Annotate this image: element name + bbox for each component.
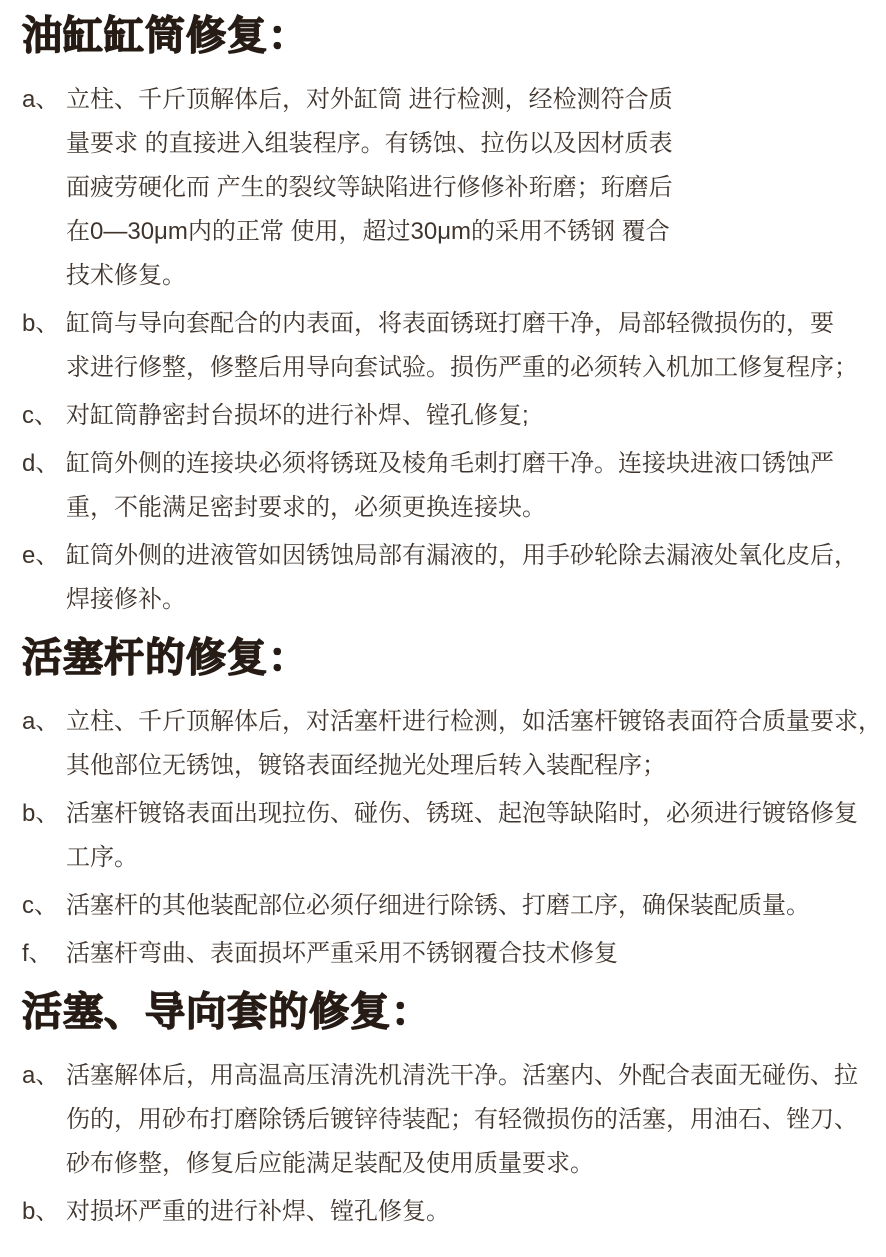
text-line: 重，不能满足密封要求的，必须更换连接块。	[66, 494, 546, 521]
text-line: 缸筒与导向套配合的内表面，将表面锈斑打磨干净，局部轻微损伤的，要	[66, 310, 834, 337]
item-text	[66, 78, 886, 298]
item-label: c、	[22, 892, 58, 919]
text-line: 工序。	[66, 844, 138, 871]
item-text	[66, 534, 886, 622]
section	[22, 988, 886, 1234]
section-heading: 活塞杆的修复：	[22, 636, 309, 680]
text-line: 焊接修补。	[66, 586, 186, 613]
item-label: b、	[22, 800, 60, 827]
list-item	[22, 442, 886, 530]
item-label: c、	[22, 402, 58, 429]
section-heading: 活塞、导向套的修复：	[22, 990, 432, 1034]
text-line: 立柱、千斤顶解体后，对活塞杆进行检测，如活塞杆镀铬表面符合质量要求，	[66, 708, 882, 735]
text-line: 求进行修整，修整后用导向套试验。损伤严重的必须转入机加工修复程序；	[66, 354, 858, 381]
item-label: a、	[22, 86, 60, 113]
item-text	[66, 394, 886, 438]
item-text	[66, 884, 886, 928]
text-line: 活塞杆弯曲、表面损坏严重采用不锈钢覆合技术修复	[66, 940, 618, 967]
item-text	[66, 700, 886, 788]
list-item	[22, 1054, 886, 1186]
text-line: 面疲劳硬化而 产生的裂纹等缺陷进行修修补珩磨；珩磨后	[66, 174, 673, 201]
item-text	[66, 1190, 886, 1234]
text-line: 在0—30μm内的正常 使用，超过30μm的采用不锈钢 覆合	[66, 218, 670, 245]
item-label: a、	[22, 1062, 60, 1089]
list-item	[22, 534, 886, 622]
text-line: 活塞杆的其他装配部位必须仔细进行除锈、打磨工序，确保装配质量。	[66, 892, 810, 919]
list-item	[22, 302, 886, 390]
item-text	[66, 932, 886, 976]
text-line: 砂布修整，修复后应能满足装配及使用质量要求。	[66, 1150, 594, 1177]
item-label: d、	[22, 450, 60, 477]
text-line: 对损坏严重的进行补焊、镗孔修复。	[66, 1198, 450, 1225]
item-label: f、	[22, 940, 53, 967]
text-line: 量要求 的直接进入组装程序。有锈蚀、拉伤以及因材质表	[66, 130, 673, 157]
item-text	[66, 302, 886, 390]
list-item	[22, 394, 886, 438]
list-item	[22, 884, 886, 928]
list-item	[22, 1190, 886, 1234]
item-text	[66, 442, 886, 530]
text-line: 其他部位无锈蚀，镀铬表面经抛光处理后转入装配程序；	[66, 752, 666, 779]
item-label: e、	[22, 542, 60, 569]
text-line: 活塞杆镀铬表面出现拉伤、碰伤、锈斑、起泡等缺陷时，必须进行镀铬修复	[66, 800, 858, 827]
section	[22, 634, 886, 976]
text-line: 伤的，用砂布打磨除锈后镀锌待装配；有轻微损伤的活塞，用油石、锉刀、	[66, 1106, 858, 1133]
text-line: 缸筒外侧的连接块必须将锈斑及棱角毛刺打磨干净。连接块进液口锈蚀严	[66, 450, 834, 477]
list-item	[22, 78, 886, 298]
section	[22, 12, 886, 622]
list-item	[22, 700, 886, 788]
item-text	[66, 792, 886, 880]
list-item	[22, 932, 886, 976]
text-line: 立柱、千斤顶解体后，对外缸筒 进行检测，经检测符合质	[66, 86, 673, 113]
text-line: 活塞解体后，用高温高压清洗机清洗干净。活塞内、外配合表面无碰伤、拉	[66, 1062, 858, 1089]
list-item	[22, 792, 886, 880]
item-label: a、	[22, 708, 60, 735]
item-label: b、	[22, 1198, 60, 1225]
item-text	[66, 1054, 886, 1186]
item-label: b、	[22, 310, 60, 337]
section-heading: 油缸缸筒修复：	[22, 14, 309, 58]
text-line: 缸筒外侧的进液管如因锈蚀局部有漏液的，用手砂轮除去漏液处氧化皮后，	[66, 542, 858, 569]
text-line: 技术修复。	[66, 262, 186, 289]
text-line: 对缸筒静密封台损坏的进行补焊、镗孔修复;	[66, 402, 529, 429]
